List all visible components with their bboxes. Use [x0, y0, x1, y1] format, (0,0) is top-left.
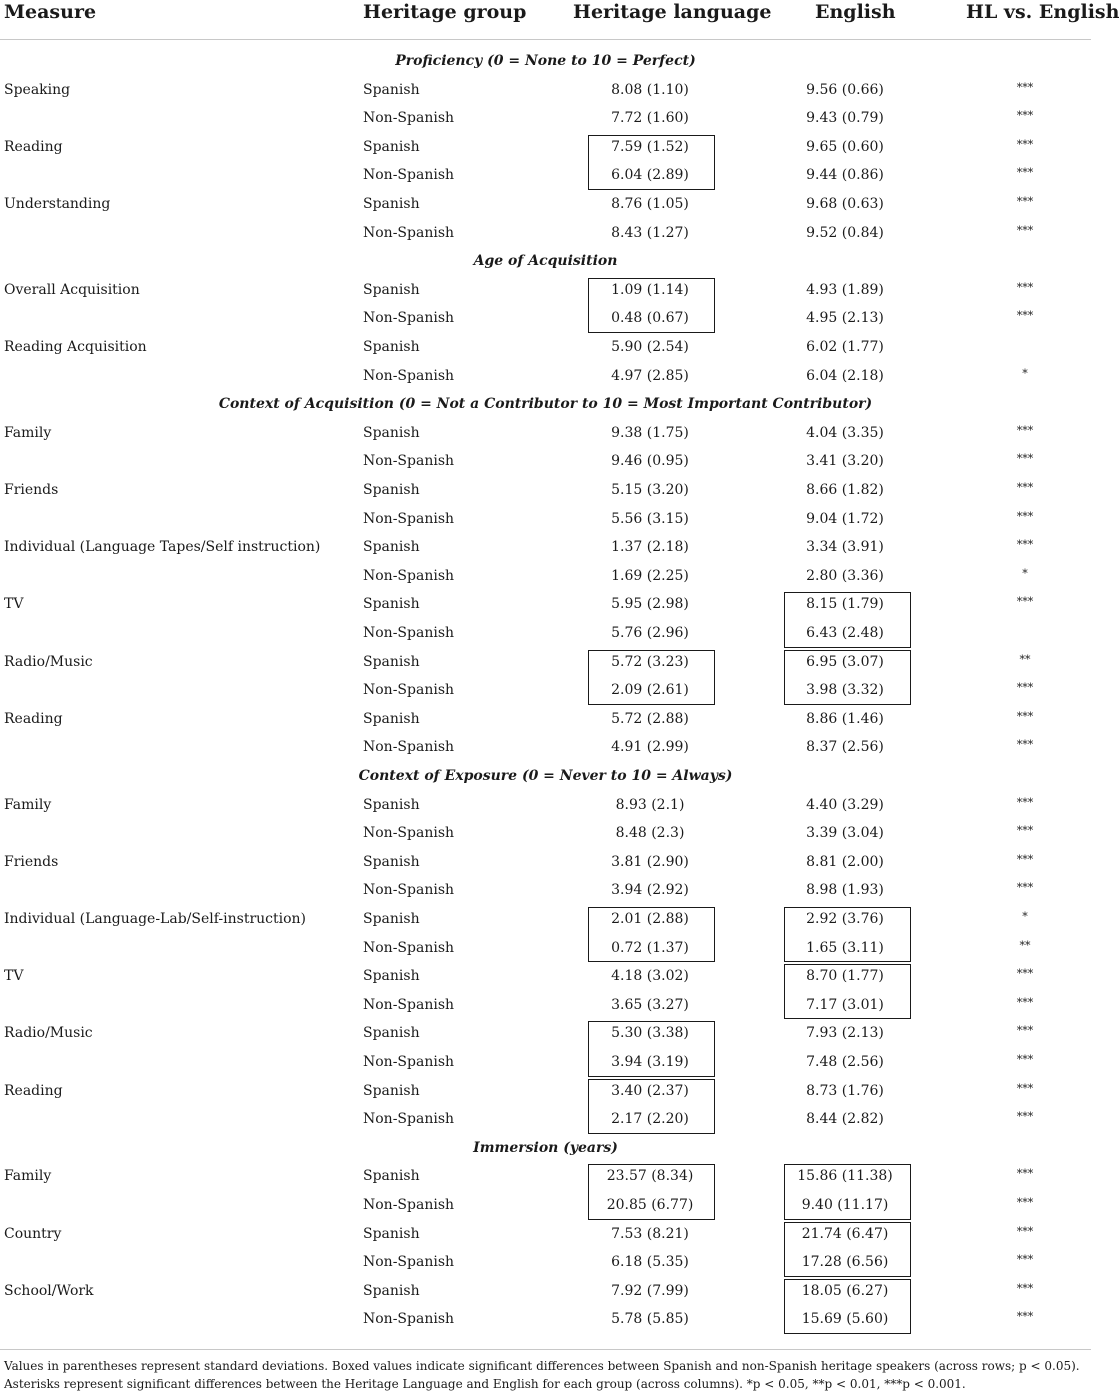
- heritage-group-cell: Non-Spanish: [363, 310, 455, 327]
- heritage-group-cell: Non-Spanish: [363, 739, 455, 756]
- table-row: [0, 879, 1091, 907]
- english-value: 18.05 (6.27): [801, 1282, 889, 1299]
- hl-significance-box: [588, 650, 715, 705]
- heritage-language-value: 5.15 (3.20): [611, 482, 689, 498]
- significance-marker: *: [1022, 366, 1028, 380]
- significance-marker: ***: [1016, 309, 1034, 323]
- section-title: Context of Acquisition (0 = Not a Contributor to 10 = Most Important Contributor): [218, 396, 873, 413]
- heritage-language-value: 8.76 (1.05): [611, 196, 689, 212]
- table-row: [0, 1223, 1091, 1251]
- heritage-group-cell: Spanish: [363, 482, 420, 498]
- heritage-language-value: 23.57 (8.34): [606, 1168, 694, 1185]
- english-significance-box: [784, 592, 911, 647]
- heritage-language-value: 3.65 (3.27): [611, 996, 689, 1013]
- section-heading: [0, 393, 1091, 421]
- heritage-language-value: 7.59 (1.52): [611, 138, 689, 155]
- heritage-language-value: 4.91 (2.99): [611, 739, 689, 756]
- significance-marker: *: [1022, 910, 1028, 923]
- table-row: [0, 222, 1091, 250]
- english-significance-box: [784, 964, 911, 1019]
- heritage-language-value: 5.56 (3.15): [611, 510, 689, 527]
- heritage-group-cell: Non-Spanish: [363, 939, 455, 956]
- measure-label: Friends: [4, 482, 59, 498]
- table-row: [0, 508, 1091, 536]
- english-significance-box: [784, 907, 911, 962]
- english-value: 3.41 (3.20): [806, 453, 884, 470]
- table-row: [0, 708, 1091, 736]
- table-row: [0, 193, 1091, 221]
- heritage-group-cell: Spanish: [363, 138, 420, 155]
- table-row: [0, 593, 1091, 621]
- english-value: 8.81 (2.00): [806, 853, 884, 870]
- table-row: [0, 965, 1091, 993]
- english-value: 17.28 (6.56): [801, 1254, 889, 1271]
- significance-marker: ***: [1016, 1310, 1034, 1324]
- significance-marker: **: [1019, 938, 1031, 952]
- english-value: 9.43 (0.79): [806, 110, 884, 127]
- english-value: 15.69 (5.60): [801, 1311, 889, 1328]
- measure-label: Reading: [4, 710, 63, 727]
- table-row: [0, 1280, 1091, 1308]
- english-value: 2.80 (3.36): [806, 567, 884, 584]
- significance-marker: ***: [1016, 852, 1034, 866]
- table-row: [0, 107, 1091, 135]
- measure-label: TV: [4, 596, 24, 613]
- measure-label: Friends: [4, 853, 59, 870]
- english-value: 6.04 (2.18): [806, 367, 884, 384]
- significance-marker: ***: [1016, 795, 1034, 809]
- heritage-group-cell: Spanish: [363, 281, 420, 298]
- table-row: [0, 679, 1091, 707]
- table-row: [0, 336, 1091, 364]
- measure-label: Family: [4, 1168, 52, 1185]
- heritage-language-value: 9.38 (1.75): [611, 424, 689, 441]
- heritage-group-cell: Spanish: [363, 196, 420, 212]
- heritage-language-value: 5.30 (3.38): [611, 1025, 689, 1042]
- measure-label: Reading: [4, 1082, 63, 1099]
- table-row: [0, 164, 1091, 192]
- heritage-language-value: 2.17 (2.20): [611, 1111, 689, 1128]
- section-heading: [0, 765, 1091, 793]
- heritage-language-value: 5.78 (5.85): [611, 1311, 689, 1328]
- heritage-group-cell: Non-Spanish: [363, 1197, 455, 1213]
- table-row: [0, 651, 1091, 679]
- hl-significance-box: [588, 135, 715, 190]
- significance-marker: ***: [1016, 967, 1034, 981]
- heritage-language-value: 7.72 (1.60): [611, 110, 689, 127]
- english-value: 9.52 (0.84): [806, 224, 884, 241]
- heritage-group-cell: Spanish: [363, 911, 420, 927]
- measure-label: Family: [4, 424, 52, 441]
- table-footnote: Values in parentheses represent standard deviations. Boxed values indicate significant differences between Spanish and non-Spanish heritage speakers (across rows; p < 0.05). Asterisks represent significant differences between the Heritage Language and English for each group (across columns). *p < 0.05, **p < 0.01, ***p < 0.001.: [4, 1359, 1080, 1391]
- table-header: [0, 0, 1119, 40]
- heritage-language-value: 7.53 (8.21): [611, 1225, 689, 1242]
- table-row: [0, 1308, 1091, 1336]
- english-value: 4.40 (3.29): [806, 796, 884, 813]
- table-row: [0, 1194, 1091, 1222]
- table-row: [0, 422, 1091, 450]
- heritage-group-cell: Spanish: [363, 853, 420, 870]
- heritage-language-value: 7.92 (7.99): [611, 1282, 689, 1299]
- heritage-group-cell: Spanish: [363, 710, 420, 727]
- heritage-language-value: 8.93 (2.1): [615, 796, 685, 813]
- table-row: [0, 622, 1091, 650]
- heritage-language-value: 2.09 (2.61): [611, 682, 689, 699]
- english-value: 8.98 (1.93): [806, 882, 884, 899]
- heritage-group-cell: Non-Spanish: [363, 825, 455, 842]
- heritage-group-cell: Spanish: [363, 1225, 420, 1242]
- heritage-language-value: 6.04 (2.89): [611, 167, 689, 184]
- significance-marker: ***: [1016, 1167, 1034, 1181]
- heritage-group-cell: Non-Spanish: [363, 882, 455, 899]
- heritage-group-cell: Non-Spanish: [363, 625, 455, 641]
- english-value: 4.93 (1.89): [806, 281, 884, 298]
- table-row: [0, 279, 1091, 307]
- heritage-group-cell: Spanish: [363, 1282, 420, 1299]
- significance-marker: ***: [1016, 109, 1034, 123]
- measure-label: TV: [4, 968, 24, 985]
- significance-marker: ***: [1016, 881, 1034, 895]
- header-hl-vs-english: HL vs. English: [966, 1, 1119, 23]
- table-row: [0, 794, 1091, 822]
- header-english: English: [815, 1, 896, 23]
- heritage-group-cell: Spanish: [363, 81, 420, 98]
- english-value: 6.43 (2.48): [806, 625, 884, 641]
- measure-label: Individual (Language-Lab/Self-instruction): [4, 911, 307, 927]
- heritage-group-cell: Non-Spanish: [363, 996, 455, 1013]
- heritage-language-value: 5.76 (2.96): [611, 625, 689, 641]
- heritage-language-value: 9.46 (0.95): [611, 453, 689, 470]
- heritage-language-value: 2.01 (2.88): [611, 911, 689, 927]
- english-value: 3.39 (3.04): [806, 825, 884, 842]
- heritage-group-cell: Spanish: [363, 796, 420, 813]
- measure-label: Individual (Language Tapes/Self instruction): [4, 539, 321, 556]
- table-row: [0, 1080, 1091, 1108]
- table-row: [0, 365, 1091, 393]
- heritage-group-cell: Non-Spanish: [363, 1054, 455, 1070]
- english-value: 8.66 (1.82): [806, 482, 884, 498]
- heritage-language-value: 3.81 (2.90): [611, 853, 689, 870]
- significance-marker: ***: [1016, 1253, 1034, 1267]
- english-significance-box: [784, 1279, 911, 1334]
- table-row: [0, 1251, 1091, 1279]
- heritage-language-value: 5.72 (2.88): [611, 710, 689, 727]
- english-value: 9.65 (0.60): [806, 138, 884, 155]
- significance-marker: ***: [1016, 1281, 1034, 1295]
- heritage-language-value: 6.18 (5.35): [611, 1254, 689, 1271]
- english-value: 9.68 (0.63): [806, 196, 884, 212]
- table-row: [0, 994, 1091, 1022]
- heritage-group-cell: Spanish: [363, 653, 420, 670]
- english-value: 6.95 (3.07): [806, 653, 884, 670]
- english-value: 2.92 (3.76): [806, 911, 884, 927]
- heritage-language-value: 8.08 (1.10): [611, 81, 689, 98]
- heritage-group-cell: Spanish: [363, 968, 420, 985]
- table-row: [0, 450, 1091, 478]
- heritage-group-cell: Non-Spanish: [363, 510, 455, 527]
- english-value: 6.02 (1.77): [806, 339, 884, 355]
- header-heritage-group: Heritage group: [363, 1, 527, 23]
- hl-significance-box: [588, 1021, 715, 1076]
- significance-marker: ***: [1016, 1110, 1034, 1124]
- english-significance-box: [784, 650, 911, 705]
- significance-marker: ***: [1016, 223, 1034, 237]
- section-title: Context of Exposure (0 = Never to 10 = Always): [358, 768, 733, 784]
- heritage-language-value: 1.37 (2.18): [611, 539, 689, 556]
- significance-marker: ***: [1016, 709, 1034, 723]
- heritage-language-value: 1.09 (1.14): [611, 281, 689, 298]
- heritage-language-value: 0.72 (1.37): [611, 939, 689, 956]
- significance-marker: ***: [1016, 195, 1034, 208]
- heritage-group-cell: Non-Spanish: [363, 1111, 455, 1128]
- heritage-group-cell: Non-Spanish: [363, 110, 455, 127]
- english-value: 7.48 (2.56): [806, 1054, 884, 1070]
- heritage-language-value: 8.48 (2.3): [615, 825, 685, 842]
- heritage-group-cell: Spanish: [363, 424, 420, 441]
- english-value: 9.56 (0.66): [806, 81, 884, 98]
- measure-label: Radio/Music: [4, 1025, 93, 1042]
- significance-marker: ***: [1016, 738, 1034, 752]
- significance-marker: ***: [1016, 1053, 1034, 1066]
- english-value: 8.73 (1.76): [806, 1082, 884, 1099]
- english-value: 9.04 (1.72): [806, 510, 884, 527]
- section-title: Immersion (years): [473, 1139, 618, 1156]
- significance-marker: ***: [1016, 166, 1034, 180]
- table-row: [0, 307, 1091, 335]
- heritage-group-cell: Spanish: [363, 339, 420, 355]
- english-value: 7.17 (3.01): [806, 996, 884, 1013]
- header-measure: Measure: [4, 1, 97, 23]
- heritage-language-value: 1.69 (2.25): [611, 567, 689, 584]
- measure-label: Family: [4, 796, 52, 813]
- table-row: [0, 822, 1091, 850]
- significance-marker: ***: [1016, 481, 1034, 494]
- measure-label: Radio/Music: [4, 653, 93, 670]
- measure-label: Overall Acquisition: [4, 281, 140, 298]
- hl-significance-box: [588, 278, 715, 333]
- heritage-group-cell: Non-Spanish: [363, 567, 455, 584]
- measure-label: Understanding: [4, 196, 111, 212]
- table-row: [0, 908, 1091, 936]
- english-value: 8.86 (1.46): [806, 710, 884, 727]
- section-title: Age of Acquisition: [473, 253, 618, 270]
- heritage-language-value: 8.43 (1.27): [611, 224, 689, 241]
- significance-marker: ***: [1016, 509, 1034, 523]
- english-significance-box: [784, 1222, 911, 1277]
- hl-significance-box: [588, 1079, 715, 1134]
- significance-marker: ***: [1016, 538, 1034, 552]
- heritage-group-cell: Non-Spanish: [363, 1311, 455, 1328]
- english-value: 4.04 (3.35): [806, 424, 884, 441]
- english-value: 15.86 (11.38): [797, 1168, 893, 1185]
- section-heading: [0, 50, 1091, 78]
- heritage-group-cell: Spanish: [363, 539, 420, 556]
- significance-marker: ***: [1016, 1224, 1034, 1238]
- section-heading: [0, 1137, 1091, 1165]
- table-row: [0, 1165, 1091, 1193]
- english-value: 8.37 (2.56): [806, 739, 884, 756]
- heritage-group-cell: Non-Spanish: [363, 367, 455, 384]
- heritage-group-cell: Non-Spanish: [363, 682, 455, 699]
- hl-significance-box: [588, 1164, 715, 1219]
- english-value: 7.93 (2.13): [806, 1025, 884, 1042]
- table-row: [0, 937, 1091, 965]
- table-row: [0, 136, 1091, 164]
- significance-marker: ***: [1016, 824, 1034, 838]
- table-row: [0, 536, 1091, 564]
- heritage-group-cell: Spanish: [363, 1082, 420, 1099]
- measure-label: Speaking: [4, 81, 71, 98]
- english-value: 1.65 (3.11): [806, 939, 884, 956]
- table-row: [0, 851, 1091, 879]
- heritage-group-cell: Non-Spanish: [363, 453, 455, 470]
- english-significance-box: [784, 1164, 911, 1219]
- english-value: 3.34 (3.91): [806, 539, 884, 556]
- header-heritage-language: Heritage language: [573, 1, 772, 23]
- significance-marker: ***: [1016, 995, 1034, 1009]
- heritage-language-value: 3.40 (2.37): [611, 1082, 689, 1099]
- significance-marker: ***: [1016, 595, 1034, 609]
- significance-marker: ***: [1016, 1081, 1034, 1095]
- significance-marker: ***: [1016, 280, 1034, 294]
- english-value: 8.15 (1.79): [806, 596, 884, 613]
- table-row: [0, 1022, 1091, 1050]
- heritage-group-cell: Spanish: [363, 596, 420, 613]
- english-value: 8.70 (1.77): [806, 968, 884, 985]
- heritage-language-value: 20.85 (6.77): [606, 1197, 694, 1213]
- heritage-language-value: 4.97 (2.85): [611, 367, 689, 384]
- significance-marker: ***: [1016, 80, 1034, 94]
- significance-marker: ***: [1016, 423, 1034, 437]
- heritage-group-cell: Non-Spanish: [363, 167, 455, 184]
- table-row: [0, 736, 1091, 764]
- english-value: 9.44 (0.86): [806, 167, 884, 184]
- heritage-group-cell: Spanish: [363, 1168, 420, 1185]
- significance-marker: ***: [1016, 137, 1034, 151]
- measure-label: School/Work: [4, 1282, 94, 1299]
- significance-marker: **: [1019, 652, 1031, 666]
- english-value: 3.98 (3.32): [806, 682, 884, 699]
- significance-marker: *: [1022, 566, 1028, 580]
- heritage-language-value: 5.72 (3.23): [611, 653, 689, 670]
- section-heading: [0, 250, 1091, 278]
- heritage-language-value: 5.95 (2.98): [611, 596, 689, 613]
- english-value: 9.40 (11.17): [801, 1197, 889, 1213]
- heritage-group-cell: Non-Spanish: [363, 1254, 455, 1271]
- english-value: 8.44 (2.82): [806, 1111, 884, 1128]
- english-value: 21.74 (6.47): [801, 1225, 889, 1242]
- heritage-language-value: 0.48 (0.67): [611, 310, 689, 327]
- table-row: [0, 479, 1091, 507]
- heritage-group-cell: Non-Spanish: [363, 224, 455, 241]
- table-row: [0, 79, 1091, 107]
- table-row: [0, 565, 1091, 593]
- measure-label: Reading Acquisition: [4, 339, 147, 355]
- significance-marker: ***: [1016, 1196, 1034, 1209]
- heritage-language-value: 4.18 (3.02): [611, 968, 689, 985]
- section-title: Proficiency (0 = None to 10 = Perfect): [395, 53, 696, 69]
- table-row: [0, 1108, 1091, 1136]
- heritage-language-value: 3.94 (3.19): [611, 1054, 689, 1070]
- measure-label: Country: [4, 1225, 62, 1242]
- english-value: 4.95 (2.13): [806, 310, 884, 327]
- hl-significance-box: [588, 907, 715, 962]
- heritage-group-cell: Spanish: [363, 1025, 420, 1042]
- heritage-language-value: 3.94 (2.92): [611, 882, 689, 899]
- table-row: [0, 1051, 1091, 1079]
- significance-marker: ***: [1016, 452, 1034, 466]
- significance-marker: ***: [1016, 681, 1034, 695]
- significance-marker: ***: [1016, 1024, 1034, 1038]
- footer-rule: [0, 1349, 1091, 1350]
- measure-label: Reading: [4, 138, 63, 155]
- header-rule: [0, 39, 1091, 40]
- heritage-language-value: 5.90 (2.54): [611, 339, 689, 355]
